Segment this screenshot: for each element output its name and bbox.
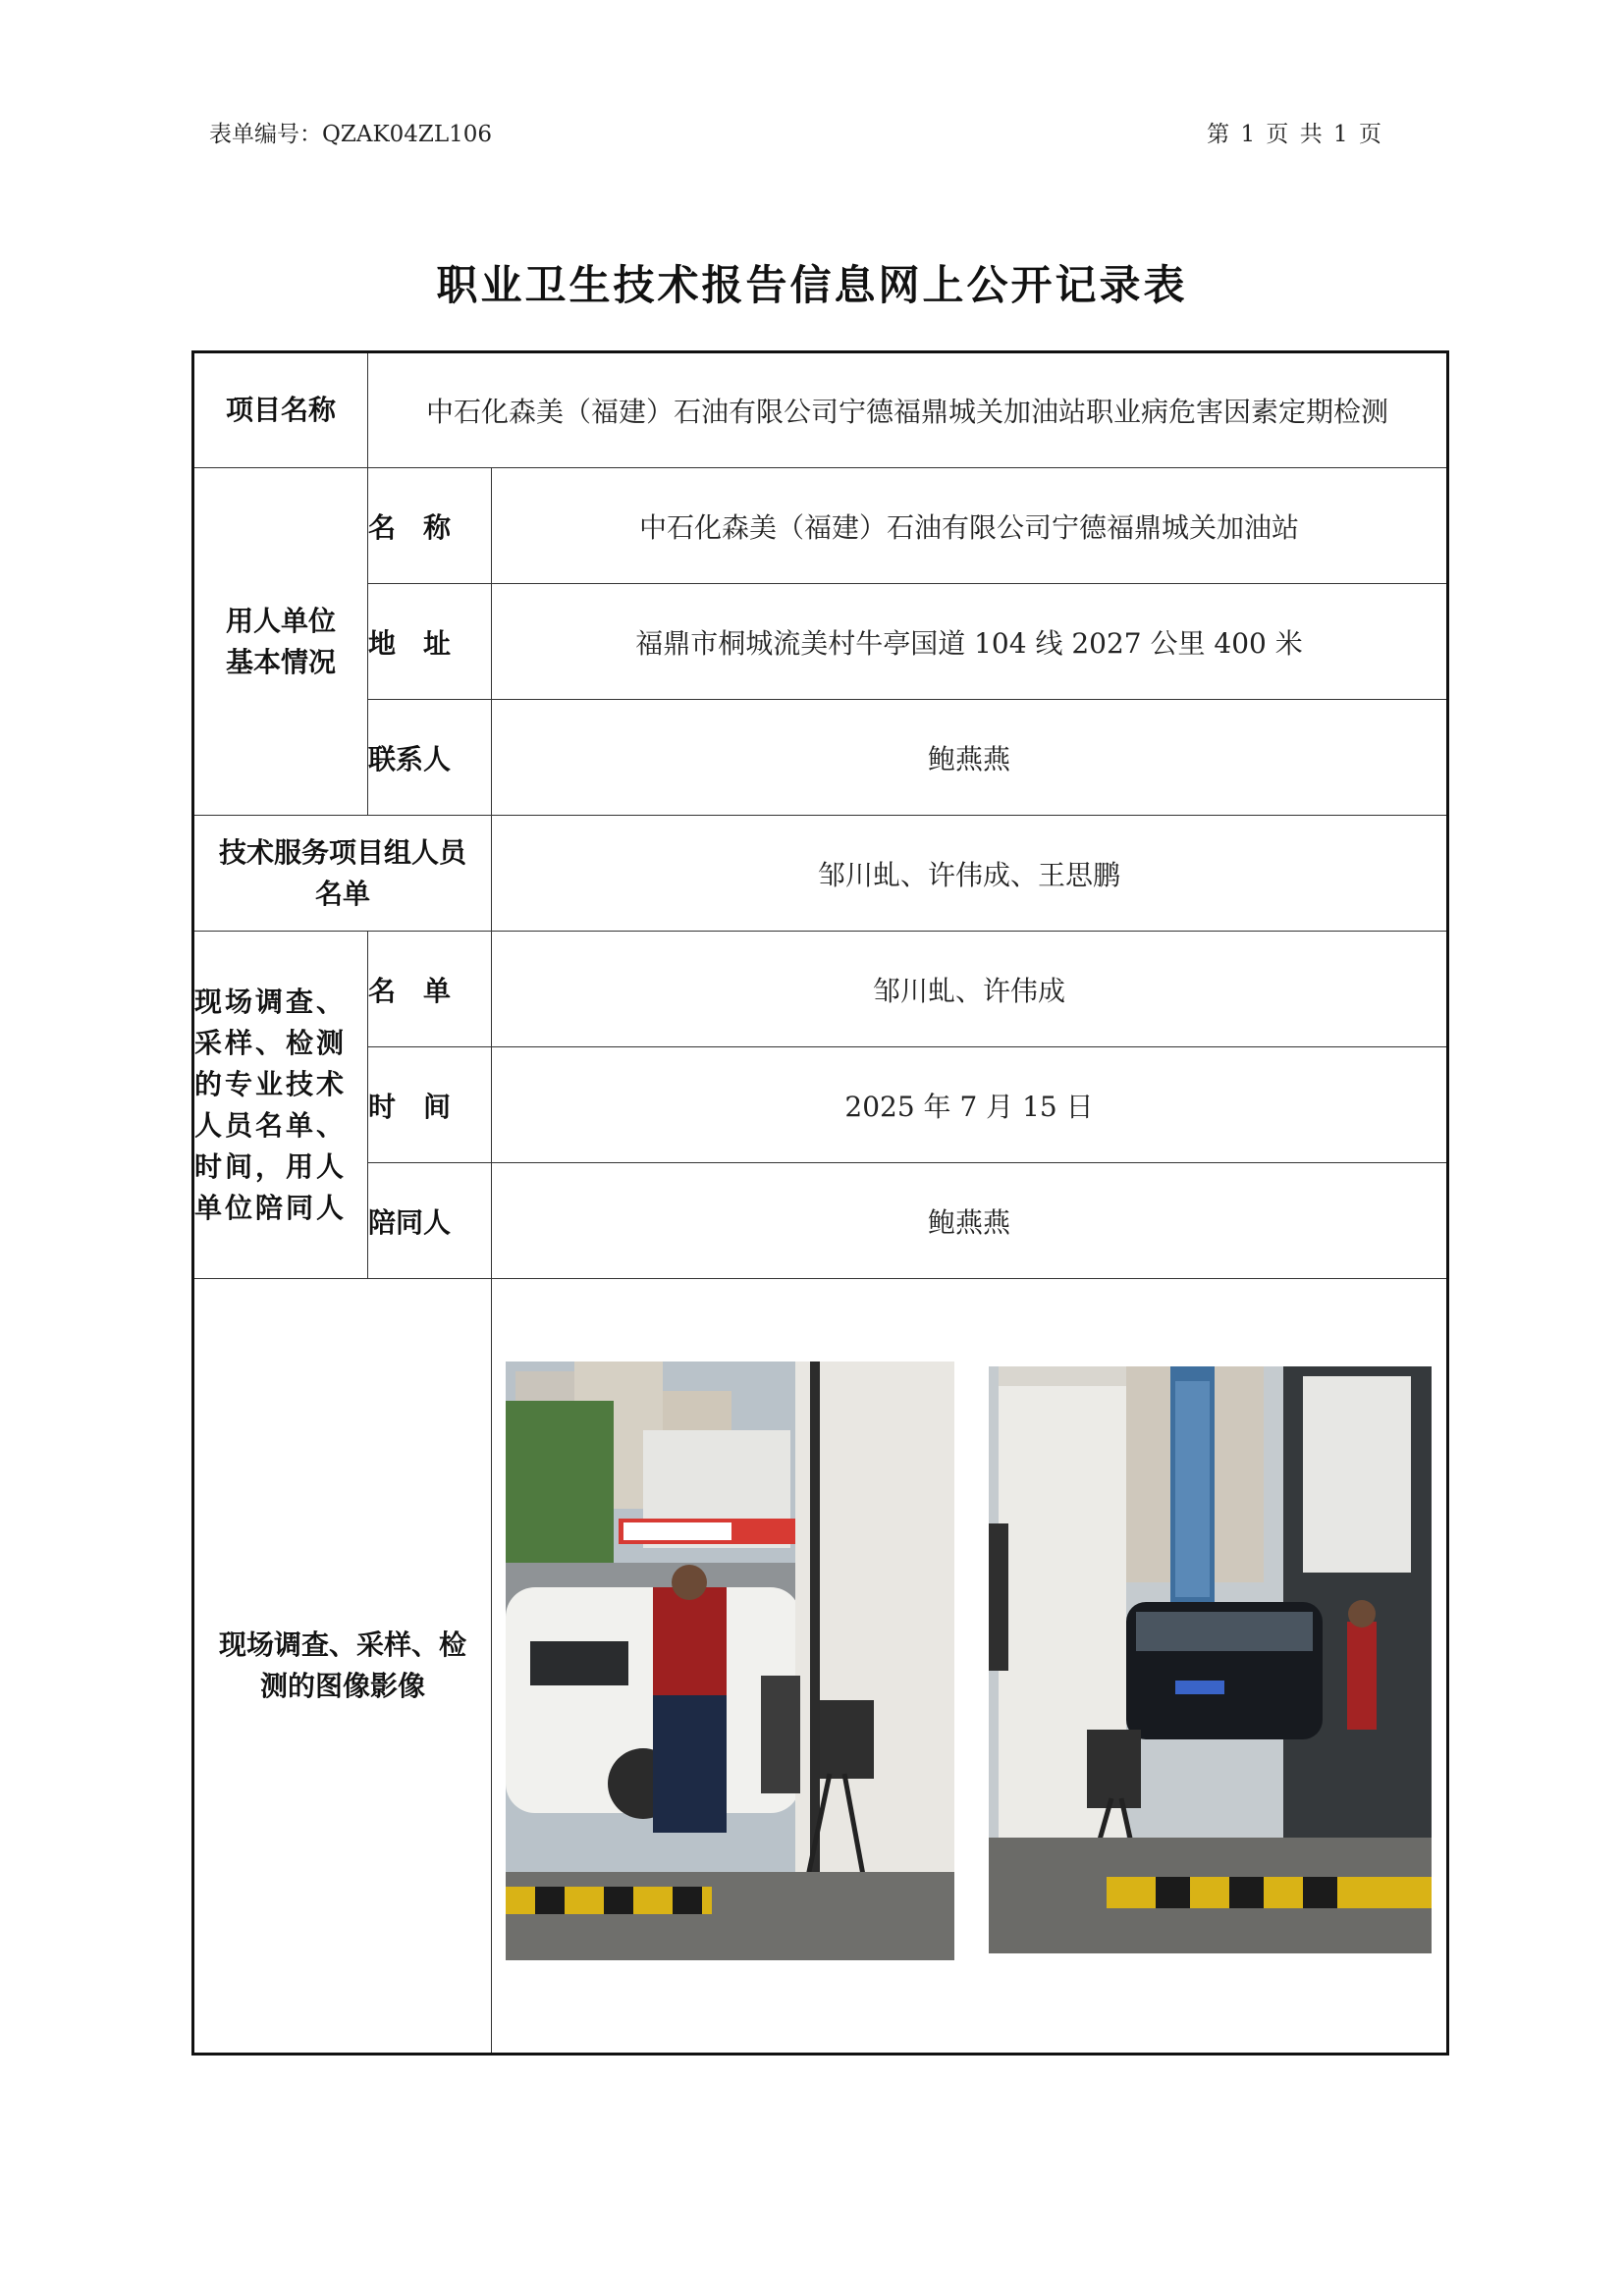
document-title: 职业卫生技术报告信息网上公开记录表: [436, 261, 1188, 309]
project-name-value: 中石化森美（福建）石油有限公司宁德福鼎城关加油站职业病危害因素定期检测: [368, 352, 1448, 468]
row-employer-address: [193, 584, 1448, 700]
images-label-line2: 测的图像影像: [259, 1670, 425, 1702]
field-staff-label-line: 采样、检测: [194, 1026, 348, 1059]
employer-contact-label: 联系人: [368, 700, 492, 816]
team-label-line2: 名单: [314, 877, 370, 910]
record-table: [191, 350, 1449, 2056]
team-label: [193, 816, 492, 932]
site-photo-2: [989, 1366, 1432, 1953]
employer-name-value: 中石化森美（福建）石油有限公司宁德福鼎城关加油站: [492, 468, 1448, 584]
team-value: 邹川虬、许伟成、王思鹏: [492, 816, 1448, 932]
gas-station-photo-dark-sedan: [989, 1366, 1432, 1953]
form-number: 表单编号：QZAK04ZL106: [209, 122, 493, 147]
row-employer-name: [193, 468, 1448, 584]
gas-station-photo-white-suv: [506, 1362, 954, 1960]
field-time-label: 时 间: [368, 1047, 492, 1163]
row-project-name: [193, 352, 1448, 468]
employer-info-label: [193, 468, 368, 816]
field-escort-label: 陪同人: [368, 1163, 492, 1279]
field-escort-value: 鲍燕燕: [492, 1163, 1448, 1279]
team-label-line1: 技术服务项目组人员: [218, 835, 466, 869]
row-field-list: [193, 932, 1448, 1047]
row-employer-contact: [193, 700, 1448, 816]
field-staff-label-line: 现场调查、: [194, 985, 348, 1018]
row-team: [193, 816, 1448, 932]
project-name-label: 项目名称: [193, 352, 368, 468]
field-list-value: 邹川虬、许伟成: [492, 932, 1448, 1047]
employer-address-value: 福鼎市桐城流美村牛亭国道 104 线 2027 公里 400 米: [492, 584, 1448, 700]
field-list-label: 名 单: [368, 932, 492, 1047]
field-staff-label-line: 人员名单、: [194, 1108, 348, 1142]
page-info: 第 1 页 共 1 页: [1207, 122, 1383, 147]
row-field-time: [193, 1047, 1448, 1163]
field-time-value: 2025 年 7 月 15 日: [492, 1047, 1448, 1163]
employer-address-label: 地 址: [368, 584, 492, 700]
images-cell: [492, 1279, 1448, 2055]
images-label-line1: 现场调查、采样、检: [218, 1629, 466, 1661]
field-staff-label: [193, 932, 368, 1279]
field-staff-label-line: 时间，用人: [194, 1149, 348, 1183]
field-staff-label-line: 的专业技术: [194, 1067, 348, 1100]
row-images: [193, 1279, 1448, 2055]
field-staff-label-line: 单位陪同人: [194, 1191, 348, 1224]
row-field-escort: [193, 1163, 1448, 1279]
employer-contact-value: 鲍燕燕: [492, 700, 1448, 816]
images-label: [193, 1279, 492, 2055]
site-photo-1: [506, 1362, 954, 1960]
employer-info-label-line1: 用人单位: [225, 604, 336, 637]
employer-name-label: 名 称: [368, 468, 492, 584]
employer-info-label-line2: 基本情况: [225, 645, 336, 678]
